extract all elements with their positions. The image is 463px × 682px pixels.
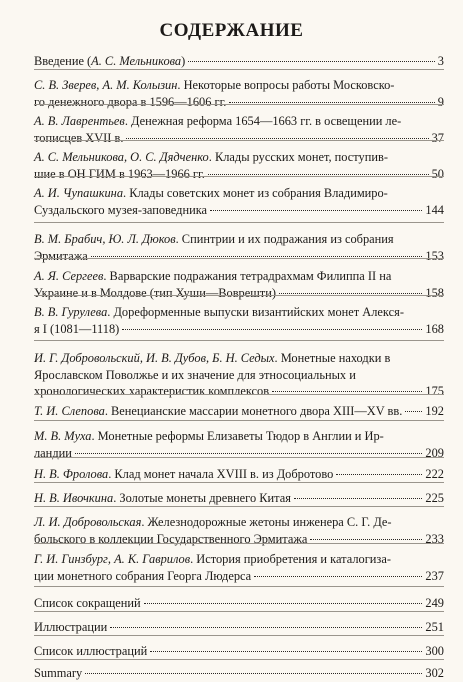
toc-entry[interactable] (34, 77, 444, 110)
page-title: СОДЕРЖАНИЕ (159, 20, 304, 41)
dot-leader (279, 293, 422, 294)
toc-entry[interactable] (34, 619, 444, 636)
toc-entry-title-line: го денежного двора в 1596—1606 гг. (34, 94, 227, 109)
toc-entry-page-number: 233 (425, 531, 444, 546)
entry-divider (34, 420, 444, 421)
toc-entry-page-number: 302 (425, 666, 444, 680)
dot-leader (150, 651, 422, 652)
toc-entry-title-line: Иллюстрации (34, 620, 108, 634)
toc-entry[interactable] (34, 490, 444, 507)
toc-entry-title-line: я I (1081—1118) (34, 321, 120, 336)
toc-entry-title-line: тописцев XVII в. (34, 130, 124, 145)
toc-entry-title-line: Суздальского музея-заповедника (34, 202, 208, 217)
toc-entry-title-line: хронологических характеристик комплексов (34, 384, 270, 398)
toc-entry-page-number: 144 (425, 202, 444, 217)
toc-entry-author: Т. И. Слепова (34, 404, 105, 418)
toc-entry-title-line: . Некоторые вопросы работы Московско- (177, 78, 395, 92)
toc-entry-page-number: 37 (431, 130, 444, 145)
toc-entry-title-line: . Спинтрии и их подражания из собрания (175, 232, 394, 246)
toc-entry-author: А. С. Мельникова (91, 54, 182, 68)
dot-leader (254, 576, 422, 577)
toc-entry-title-line: . Дореформенные выпуски византийских монет Алекся- (107, 305, 404, 319)
dot-leader (336, 474, 422, 475)
entry-divider (34, 506, 444, 507)
toc-entry-prefix: Введение ( (34, 54, 92, 68)
toc-entry-page-number: 175 (425, 384, 444, 398)
toc-entry[interactable] (34, 665, 444, 682)
dot-leader (91, 256, 423, 257)
dot-leader (294, 498, 423, 499)
toc-entry-page-number: 249 (425, 596, 444, 610)
toc-entry-title-line: . Золотые монеты древнего Китая (113, 491, 291, 505)
toc-entry-title-line: шие в ОН ГИМ в 1963—1966 гг. (34, 166, 205, 181)
entry-divider (34, 295, 444, 296)
toc-entry-author: В. В. Гурулева (34, 305, 108, 319)
dot-leader (110, 627, 422, 628)
toc-entry-title-line: Украине и в Молдове (тип Хуши—Воврешти) (34, 285, 276, 300)
toc-entry-title-line: . Венецианские массарии монетного двора XIII—XV вв. (104, 404, 403, 418)
toc-entry-page-number: 168 (425, 321, 444, 336)
toc-entry[interactable] (34, 113, 444, 146)
entry-divider (34, 69, 444, 70)
dot-leader (188, 61, 435, 62)
entry-divider (34, 543, 444, 544)
toc-entry-title-line: Список иллюстраций (34, 644, 148, 658)
toc-entry-title-line: ландии (34, 445, 72, 460)
entry-divider (34, 104, 444, 105)
toc-entry-author: С. В. Зверев, А. М. Колызин (34, 78, 178, 92)
toc-entry-title-line: Эрмитажа (34, 248, 88, 263)
dot-leader (272, 391, 422, 392)
toc-entry-page-number: 300 (425, 644, 444, 658)
toc-entry-author: Н. В. Ивочкина (34, 491, 114, 505)
dot-leader (208, 174, 429, 175)
toc-entry-page-number: 50 (431, 166, 444, 181)
toc-entry-page-number: 9 (437, 94, 444, 109)
toc-entry-page-number: 237 (425, 568, 444, 583)
toc-entry-author: М. В. Муха (34, 429, 92, 443)
toc-entry-title-line: Ярославском Поволжье и их значение для этносоциальных и (34, 367, 356, 382)
toc-entry-author: И. Г. Добровольский, И. В. Дубов, Б. Н. Седых (34, 351, 275, 365)
toc-entry-title-line: . Клады советских монет из собрания Владимиро- (123, 186, 388, 200)
toc-entry-title-line: Summary (34, 666, 83, 680)
toc-entry[interactable] (34, 53, 444, 70)
entry-divider (34, 635, 444, 636)
toc-entry-title-line: ции монетного собрания Георга Людерса (34, 568, 252, 583)
entry-divider (34, 482, 444, 483)
toc-entry-page-number: 3 (437, 54, 444, 68)
dot-leader (310, 539, 422, 540)
toc-entry-title-line: больского в коллекции Государственного Эрмитажа (34, 531, 308, 546)
toc-entry-author: А. И. Чупашкина (34, 186, 124, 200)
toc-entry-title-line: . Железнодорожные жетоны инженера С. Г. Де- (141, 515, 392, 529)
toc-entry-page-number: 153 (425, 248, 444, 263)
entry-divider (34, 176, 444, 177)
toc-entry[interactable] (34, 350, 444, 400)
entry-divider (34, 611, 444, 612)
entry-divider (34, 457, 444, 458)
dot-leader (229, 102, 434, 103)
toc-entry-author: Г. И. Гинзбург, А. К. Гаврилов (34, 552, 191, 566)
toc-entry[interactable] (34, 403, 444, 420)
toc-entry[interactable] (34, 149, 444, 182)
toc-entry-title-line: . Клад монет начала XVIII в. из Добротово (108, 467, 334, 481)
dot-leader (210, 210, 422, 211)
entry-divider (34, 586, 444, 587)
entry-divider (34, 140, 444, 141)
toc-entry-title-line: Список сокращений (34, 596, 141, 610)
entry-divider (34, 394, 444, 395)
entry-divider (34, 659, 444, 660)
toc-entry-author: Н. В. Фролова (34, 467, 109, 481)
toc-entry[interactable] (34, 551, 444, 584)
toc-entry[interactable] (34, 304, 444, 337)
dot-leader (75, 453, 423, 454)
dot-leader (405, 411, 422, 412)
toc-entry[interactable] (34, 466, 444, 483)
toc-entry[interactable] (34, 231, 444, 264)
toc-entry-author: Л. И. Добровольская (34, 515, 142, 529)
toc-entry[interactable] (34, 595, 444, 612)
entry-divider (34, 340, 444, 341)
toc-entry-title-line: ) (181, 54, 186, 68)
toc-entry-page-number: 158 (425, 285, 444, 300)
toc-entry-author: А. В. Лаврентьев (34, 114, 125, 128)
toc-entry[interactable] (34, 643, 444, 660)
toc-entry-page-number: 222 (425, 467, 444, 481)
toc-entry-author: А. Я. Сергеев (34, 269, 104, 283)
toc-entry[interactable] (34, 185, 444, 218)
entry-divider (34, 222, 444, 223)
toc-entry-title-line: . История приобретения и каталогиза- (190, 552, 391, 566)
toc-entry[interactable] (34, 268, 444, 301)
dot-leader (144, 603, 423, 604)
toc-entry-title-line: . Варварские подражания тетрадрахмам Филиппа II на (103, 269, 392, 283)
toc-entry-title-line: . Клады русских монет, поступив- (208, 150, 388, 164)
toc-entry-title-line: . Денежная реформа 1654—1663 гг. в освещении ле- (124, 114, 402, 128)
toc-entry-page-number: 225 (425, 491, 444, 505)
dot-leader (122, 329, 422, 330)
toc-entry-author: А. С. Мельникова, О. С. Дядченко (34, 150, 209, 164)
toc-entry-page-number: 192 (425, 404, 444, 418)
toc-entry-title-line: . Монетные реформы Елизаветы Тюдор в Англии и Ир- (91, 429, 384, 443)
toc-entry-author: В. М. Брабич, Ю. Л. Дюков (34, 232, 176, 246)
dot-leader (85, 673, 422, 674)
dot-leader (126, 138, 428, 139)
toc-entry-page-number: 209 (425, 445, 444, 460)
toc-entry-title-line: . Монетные находки в (274, 351, 391, 365)
toc-entry-page-number: 251 (425, 620, 444, 634)
entry-divider (34, 258, 444, 259)
